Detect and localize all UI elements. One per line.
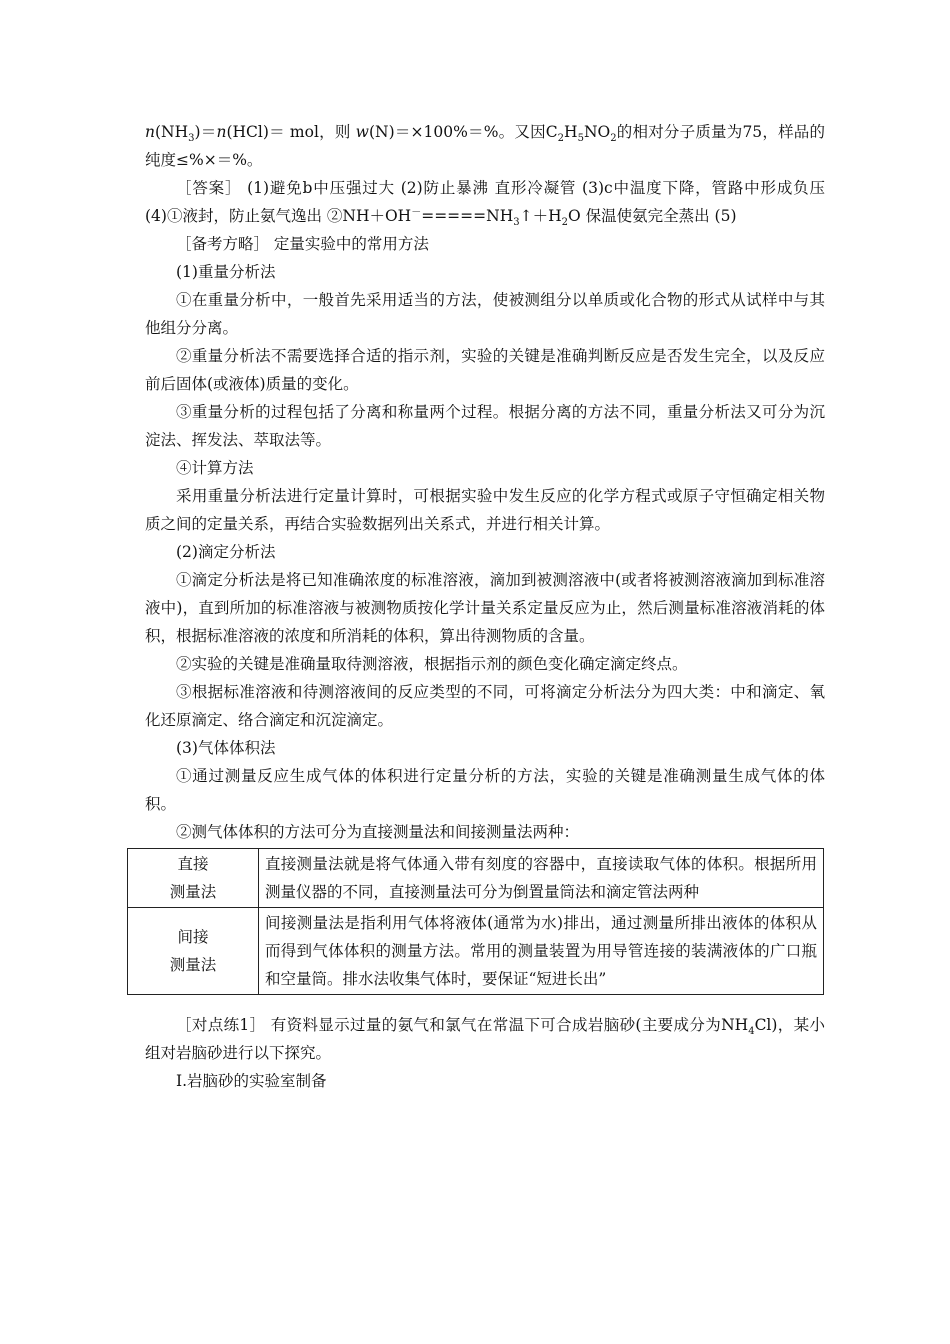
paragraph: ②实验的关键是准确量取待测溶液，根据指示剂的颜色变化确定滴定终点。: [176, 655, 688, 673]
paragraph: ②测气体体积的方法可分为直接测量法和间接测量法两种：: [176, 823, 580, 841]
paragraph: ①在重量分析中，一般首先采用适当的方法，使被测组分以单质或化合物的形式从试样中与其他组分分离。: [145, 291, 825, 337]
section-title: (3)气体体积法: [176, 739, 276, 757]
row-header: 直接 测量法: [128, 849, 259, 908]
paragraph: ①滴定分析法是将已知准确浓度的标准溶液，滴加到被测溶液中(或者将被测溶液滴加到标准溶液中)，直到所加的标准溶液与被测物质按化学计量关系定量反应为止，然后测量标准溶液消耗的体积，根据标准溶液的浓度和所消耗的体积，算出待测物质的含量。: [145, 571, 825, 645]
n-symbol: n: [145, 123, 155, 141]
row-description: 直接测量法就是将气体通入带有刻度的容器中，直接读取气体的体积。根据所用测量仪器的不同，直接测量法可分为倒置量筒法和滴定管法两种: [259, 849, 824, 908]
paragraph: ②重量分析法不需要选择合适的指示剂，实验的关键是准确判断反应是否发生完全，以及反应前后固体(或液体)质量的变化。: [145, 347, 825, 393]
paragraph: ③根据标准溶液和待测溶液间的反应类型的不同，可将滴定分析法分为四大类：中和滴定、氧化还原滴定、络合滴定和沉淀滴定。: [145, 683, 825, 729]
section-title: Ⅰ.岩脑砂的实验室制备: [176, 1072, 327, 1090]
calc-paragraph: $n(NH_3)=n(HCl)=$ mol，则 w(N)＝×100%＝%。又因$C_2H_5NO_2$的相对分子质量为75，样品的纯度≤%×＝%。: [145, 123, 825, 169]
strategy-title: ［备考方略］ 定量实验中的常用方法: [176, 235, 429, 253]
w-symbol: w: [355, 123, 369, 141]
table-row: [128, 908, 824, 995]
answer-paragraph: ［答案］ (1)避免b中压强过大 (2)防止暴沸 直形冷凝管 (3)c中温度下降，管路中形成负压 (4)①液封，防止氨气逸出 $②NH+OH^-=====NH_3↑+H_2O$ 保温使氨完全蒸出 (5): [145, 179, 825, 229]
table-row: [128, 849, 824, 908]
row-header: 间接 测量法: [128, 908, 259, 995]
paragraph: 采用重量分析法进行定量计算时，可根据实验中发生反应的化学方程式或原子守恒确定相关物质之间的定量关系，再结合实验数据列出关系式，并进行相关计算。: [145, 487, 825, 533]
practice-paragraph: ［对点练1］ 有资料显示过量的氨气和氯气在常温下可合成岩脑砂(主要成分为$NH_4Cl$)，某小组对岩脑砂进行以下探究。: [145, 1016, 825, 1062]
section-title: (2)滴定分析法: [176, 543, 276, 561]
document-body: [145, 118, 825, 1095]
row-description: 间接测量法是指利用气体将液体(通常为水)排出，通过测量所排出液体的体积从而得到气体体积的测量方法。常用的测量装置为用导管连接的装满液体的广口瓶和空量筒。排水法收集气体时，要保证“短进长出”: [259, 908, 824, 995]
paragraph: ①通过测量反应生成气体的体积进行定量分析的方法，实验的关键是准确测量生成气体的体积。: [145, 767, 825, 813]
n-symbol: n: [216, 123, 227, 141]
paragraph: ④计算方法: [176, 459, 254, 477]
measurement-methods-table: [127, 848, 824, 995]
section-title: (1)重量分析法: [176, 263, 276, 281]
paragraph: ③重量分析的过程包括了分离和称量两个过程。根据分离的方法不同，重量分析法又可分为沉淀法、挥发法、萃取法等。: [145, 403, 825, 449]
